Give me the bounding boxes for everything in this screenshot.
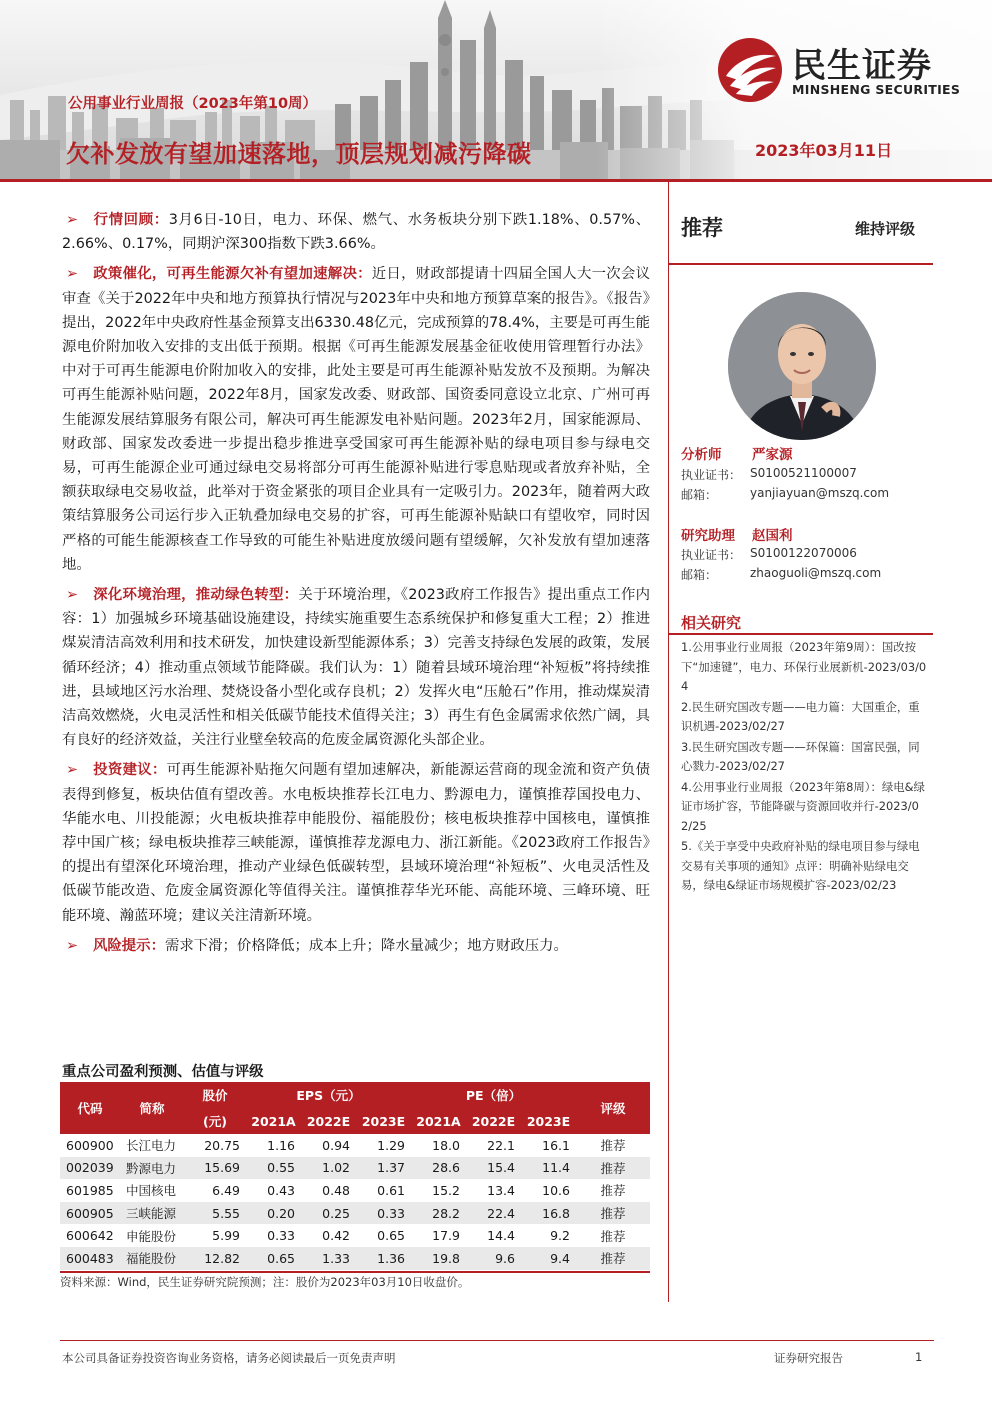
analyst-cert-label: 执业证书： — [681, 468, 742, 482]
paragraph-body: 关于环境治理，《2023政府工作报告》提出重点工作内容：1）加强城乡环境基础设施建设，持续实施重要生态系统保护和修复重大工程；2）推进煤炭清洁高效利用和技术研发，加快建设新型能源体系；3）完善支持绿色发展的政策，发展循环经济；4）推动重点领域节能降碳。我们认为：1）随着县域环境治理“补短板”将持续推进，县域地区污水治理、焚烧设备小型化或存良机；2）发挥火电“压舱石”作用，推动煤炭清洁高效燃烧，火电灵活性和相关低碳节能技术值得关注；3）再生有色金属需求依然广阔，具有良好的经济效益，关注行业壁垒较高的危废金属资源化头部企业。 — [62, 587, 650, 749]
cell-pe-2021a: 17.9 — [432, 1228, 460, 1244]
related-research-list — [681, 638, 927, 897]
header-banner — [0, 0, 992, 182]
table-row — [60, 1202, 650, 1225]
bullet-arrow-icon: ➢ — [66, 762, 79, 779]
analyst-role: 分析师 — [681, 447, 722, 463]
col-code: 代码 — [60, 1082, 120, 1134]
paragraph-policy — [62, 262, 650, 577]
cell-pe-2023e: 16.8 — [521, 1202, 576, 1225]
cell-name: 中国核电 — [126, 1183, 177, 1199]
cell-eps-2023e: 1.29 — [377, 1137, 405, 1153]
table-row — [60, 1134, 650, 1157]
cell-eps-2023e: 0.33 — [356, 1202, 411, 1225]
cell-pe-2021a: 19.8 — [411, 1247, 466, 1270]
cell-price: 5.99 — [212, 1228, 240, 1244]
analyst-cert: S0100521100007 — [750, 466, 857, 480]
cell-pe-2023e: 16.1 — [542, 1137, 570, 1153]
assistant-cert-label: 执业证书： — [681, 548, 742, 562]
footer-report-type: 证券研究报告 — [774, 1351, 843, 1365]
col-pe: PE（倍） — [411, 1082, 576, 1108]
related-item[interactable]: 1.公用事业行业周报（2023年第9周）：国改按下“加速键”，电力、环保行业展新机-2023/03/04 — [681, 640, 927, 693]
company-logo — [716, 36, 966, 106]
assistant-role: 研究助理 — [681, 528, 735, 544]
col-eps-2021a: 2021A — [246, 1108, 301, 1134]
related-item[interactable]: 4.公用事业行业周报（2023年第8周）：绿电&绿证市场扩容，节能降碳与资源回收并行-2023/02/25 — [681, 779, 925, 833]
paragraph-body: 3月6日-10日，电力、环保、燃气、水务板块分别下跌1.18%、0.57%、2.66%、0.17%，同期沪深300指数下跌3.66%。 — [62, 212, 650, 253]
cell-pe-2022e: 22.1 — [487, 1137, 515, 1153]
cell-name: 福能股份 — [120, 1247, 184, 1270]
cell-pe-2022e: 14.4 — [487, 1228, 515, 1244]
table-row — [60, 1247, 650, 1270]
col-pe-2022e: 2022E — [466, 1108, 521, 1134]
paragraph-lead: 行情回顾： — [93, 212, 169, 228]
bullet-arrow-icon: ➢ — [66, 937, 79, 954]
cell-eps-2022e: 0.25 — [301, 1202, 356, 1225]
col-name: 简称 — [120, 1082, 184, 1134]
analyst-name: 严家源 — [752, 447, 793, 463]
cell-pe-2021a: 18.0 — [432, 1137, 460, 1153]
cell-eps-2022e: 0.48 — [322, 1182, 350, 1198]
table-bottom-rule — [60, 1271, 650, 1273]
cell-rating: 推荐 — [600, 1183, 626, 1199]
table-header-row — [60, 1082, 650, 1108]
analyst-photo — [728, 292, 876, 440]
cell-rating: 推荐 — [576, 1157, 650, 1180]
cell-price: 12.82 — [184, 1247, 246, 1270]
rating-divider — [669, 263, 933, 265]
page-number: 1 — [915, 1350, 923, 1364]
table-source-note: 资料来源：Wind，民生证券研究院预测；注：股价为2023年03月10日收盘价。 — [60, 1275, 470, 1289]
cell-eps-2022e: 0.42 — [322, 1228, 350, 1244]
cell-code: 600642 — [66, 1228, 114, 1244]
cell-eps-2022e: 1.02 — [301, 1157, 356, 1180]
table-row — [60, 1157, 650, 1180]
assistant-email[interactable]: zhaoguoli@mszq.com — [750, 566, 882, 580]
col-price-unit: (元) — [184, 1108, 246, 1134]
table-row — [60, 1224, 650, 1247]
assistant-name: 赵国利 — [752, 528, 793, 544]
cell-eps-2023e: 0.65 — [377, 1228, 405, 1244]
cell-price: 5.55 — [184, 1202, 246, 1225]
col-pe-2023e: 2023E — [521, 1108, 576, 1134]
cell-code: 002039 — [60, 1157, 120, 1180]
bullet-arrow-icon: ➢ — [66, 266, 79, 283]
col-price: 股价 — [184, 1082, 246, 1108]
cell-rating: 推荐 — [576, 1202, 650, 1225]
cell-name: 申能股份 — [126, 1228, 177, 1244]
forecast-table — [60, 1082, 650, 1270]
analyst-portrait-image — [728, 292, 876, 440]
table-row — [60, 1179, 650, 1202]
related-item[interactable]: 5.《关于享受中央政府补贴的绿电项目参与绿电交易有关事项的通知》点评：明确补贴绿电交易，绿电&绿证市场规模扩容-2023/02/23 — [681, 839, 920, 892]
analyst-email[interactable]: yanjiayuan@mszq.com — [750, 486, 890, 500]
rating-status: 维持评级 — [855, 220, 916, 238]
cell-pe-2021a: 28.2 — [411, 1202, 466, 1225]
rating-label: 推荐 — [681, 216, 723, 240]
related-research-title: 相关研究 — [681, 614, 742, 632]
cell-eps-2023e: 0.61 — [377, 1182, 405, 1198]
footer-disclaimer: 本公司具备证券投资咨询业务资格，请务必阅读最后一页免责声明 — [62, 1351, 396, 1365]
cell-code: 600900 — [66, 1137, 114, 1153]
paragraph-body: 需求下滑；价格降低；成本上升；降水量减少；地方财政压力。 — [164, 937, 568, 954]
cell-price: 15.69 — [184, 1157, 246, 1180]
report-title: 欠补发放有望加速落地，顶层规划减污降碳 — [66, 140, 532, 168]
footer-divider — [60, 1340, 934, 1341]
cell-eps-2021a: 1.16 — [267, 1137, 295, 1153]
banner-divider — [0, 179, 992, 182]
cell-pe-2023e: 10.6 — [542, 1182, 570, 1198]
cell-rating: 推荐 — [576, 1247, 650, 1270]
cell-pe-2023e: 9.4 — [521, 1247, 576, 1270]
col-eps-2022e: 2022E — [301, 1108, 356, 1134]
cell-pe-2023e: 9.2 — [550, 1228, 570, 1244]
cell-eps-2023e: 1.37 — [356, 1157, 411, 1180]
paragraph-risk — [62, 934, 650, 958]
cell-rating: 推荐 — [600, 1138, 626, 1154]
column-divider — [668, 182, 669, 1302]
col-eps: EPS（元） — [246, 1082, 411, 1108]
cell-eps-2021a: 0.33 — [267, 1228, 295, 1244]
cell-name: 长江电力 — [126, 1138, 177, 1154]
cell-pe-2022e: 15.4 — [466, 1157, 521, 1180]
cell-eps-2021a: 0.55 — [246, 1157, 301, 1180]
cell-pe-2023e: 11.4 — [521, 1157, 576, 1180]
assistant-email-label: 邮箱： — [681, 568, 718, 582]
table-title: 重点公司盈利预测、估值与评级 — [62, 1064, 264, 1080]
cell-eps-2021a: 0.43 — [267, 1182, 295, 1198]
cell-eps-2021a: 0.65 — [246, 1247, 301, 1270]
related-research-divider — [669, 633, 933, 635]
related-item[interactable]: 3.民生研究国改专题——环保篇：国富民强，同心戮力-2023/02/27 — [681, 739, 920, 773]
paragraph-investment — [62, 758, 650, 927]
cell-rating: 推荐 — [600, 1228, 626, 1244]
bullet-arrow-icon: ➢ — [66, 212, 79, 228]
paragraph-lead: 风险提示： — [93, 937, 165, 954]
logo-chinese-name: 民生证券 — [792, 46, 932, 86]
paragraph-body: 近日，财政部提请十四届全国人大一次会议审查《关于2022年中央和地方预算执行情况与2023年中央和地方预算草案的报告》。《报告》提出，2022年中央政府性基金预算支出6330.48亿元，完成预算的78.4%，主要是可再生能源电价附加收入安排的支出低于预期。根据《可再生能源发展基金征收使用管理暂行办法》中对于可再生能源电价附加收入的安排，此处主要是可再生能源补贴发放不及预期。为解决可再生能源补贴问题，2022年8月，国家发改委、财政部、国资委同意设立北京、广州可再生能源发展结算服务有限公司，解决可再生能源发电补贴问题。2023年2月，国家能源局、财政部、国家发改委进一步提出稳步推进享受国家可再生能源补贴的绿电项目参与绿电交易，可再生能源企业可通过绿电交易将部分可再生能源补贴进行零息贴现或者放弃补贴，全额获取绿电交易收益，此举对于资金紧张的项目企业具有一定吸引力。2023年，随着两大政策结算服务公司运行步入正轨叠加绿电交易的扩容，可再生能源补贴缺口有望收窄，同时因严格的可能生能源核查工作导致的可能生补贴进度放缓问题有望缓解，欠补发放有望加速落地。 — [62, 266, 650, 573]
col-rating: 评级 — [576, 1082, 650, 1134]
cell-eps-2022e: 0.94 — [322, 1137, 350, 1153]
bullet-arrow-icon: ➢ — [66, 587, 79, 604]
report-date: 2023年03月11日 — [755, 141, 893, 160]
paragraph-body: 可再生能源补贴拖欠问题有望加速解决，新能源运营商的现金流和资产负债表得到修复，板块估值有望改善。水电板块推荐长江电力、黔源电力，谨慎推荐国投电力、华能水电、川投能源；火电板块推荐申能股份、福能股份；核电板块推荐中国核电，谨慎推荐中国广核；绿电板块推荐三峡能源，谨慎推荐龙源电力、浙江新能。《2023政府工作报告》的提出有望深化环境治理，推动产业绿色低碳转型，县域环境治理“补短板”、火电灵活性及低碳节能改造、危废金属资源化等值得关注。谨慎推荐华光环能、高能环境、三峰环境、旺能环境、瀚蓝环境；建议关注清新环境。 — [62, 762, 650, 924]
cell-code: 600483 — [60, 1247, 120, 1270]
paragraph-lead: 深化环境治理，推动绿色转型： — [93, 587, 299, 604]
main-content — [62, 208, 650, 964]
analyst-email-label: 邮箱： — [681, 488, 718, 502]
cell-price: 20.75 — [204, 1137, 240, 1153]
cell-pe-2021a: 28.6 — [411, 1157, 466, 1180]
cell-eps-2022e: 1.33 — [301, 1247, 356, 1270]
cell-pe-2022e: 9.6 — [466, 1247, 521, 1270]
logo-english-name: MINSHENG SECURITIES — [792, 82, 961, 97]
cell-code: 601985 — [66, 1182, 114, 1198]
minsheng-logo-icon — [716, 36, 784, 104]
paragraph-environment — [62, 583, 650, 752]
cell-pe-2021a: 15.2 — [432, 1182, 460, 1198]
cell-pe-2022e: 22.4 — [466, 1202, 521, 1225]
paragraph-market-review — [62, 208, 650, 256]
report-series: 公用事业行业周报（2023年第10周） — [68, 96, 318, 112]
cell-code: 600905 — [60, 1202, 120, 1225]
col-pe-2021a: 2021A — [411, 1108, 466, 1134]
cell-name: 黔源电力 — [120, 1157, 184, 1180]
paragraph-lead: 投资建议： — [93, 762, 167, 779]
cell-price: 6.49 — [212, 1182, 240, 1198]
cell-eps-2023e: 1.36 — [356, 1247, 411, 1270]
paragraph-lead: 政策催化，可再生能源欠补有望加速解决： — [93, 266, 372, 283]
cell-eps-2021a: 0.20 — [246, 1202, 301, 1225]
cell-pe-2022e: 13.4 — [487, 1182, 515, 1198]
col-eps-2023e: 2023E — [356, 1108, 411, 1134]
related-item[interactable]: 2.民生研究国改专题——电力篇：大国重企，重识机遇-2023/02/27 — [681, 699, 920, 733]
cell-name: 三峡能源 — [120, 1202, 184, 1225]
assistant-cert: S0100122070006 — [750, 546, 857, 560]
